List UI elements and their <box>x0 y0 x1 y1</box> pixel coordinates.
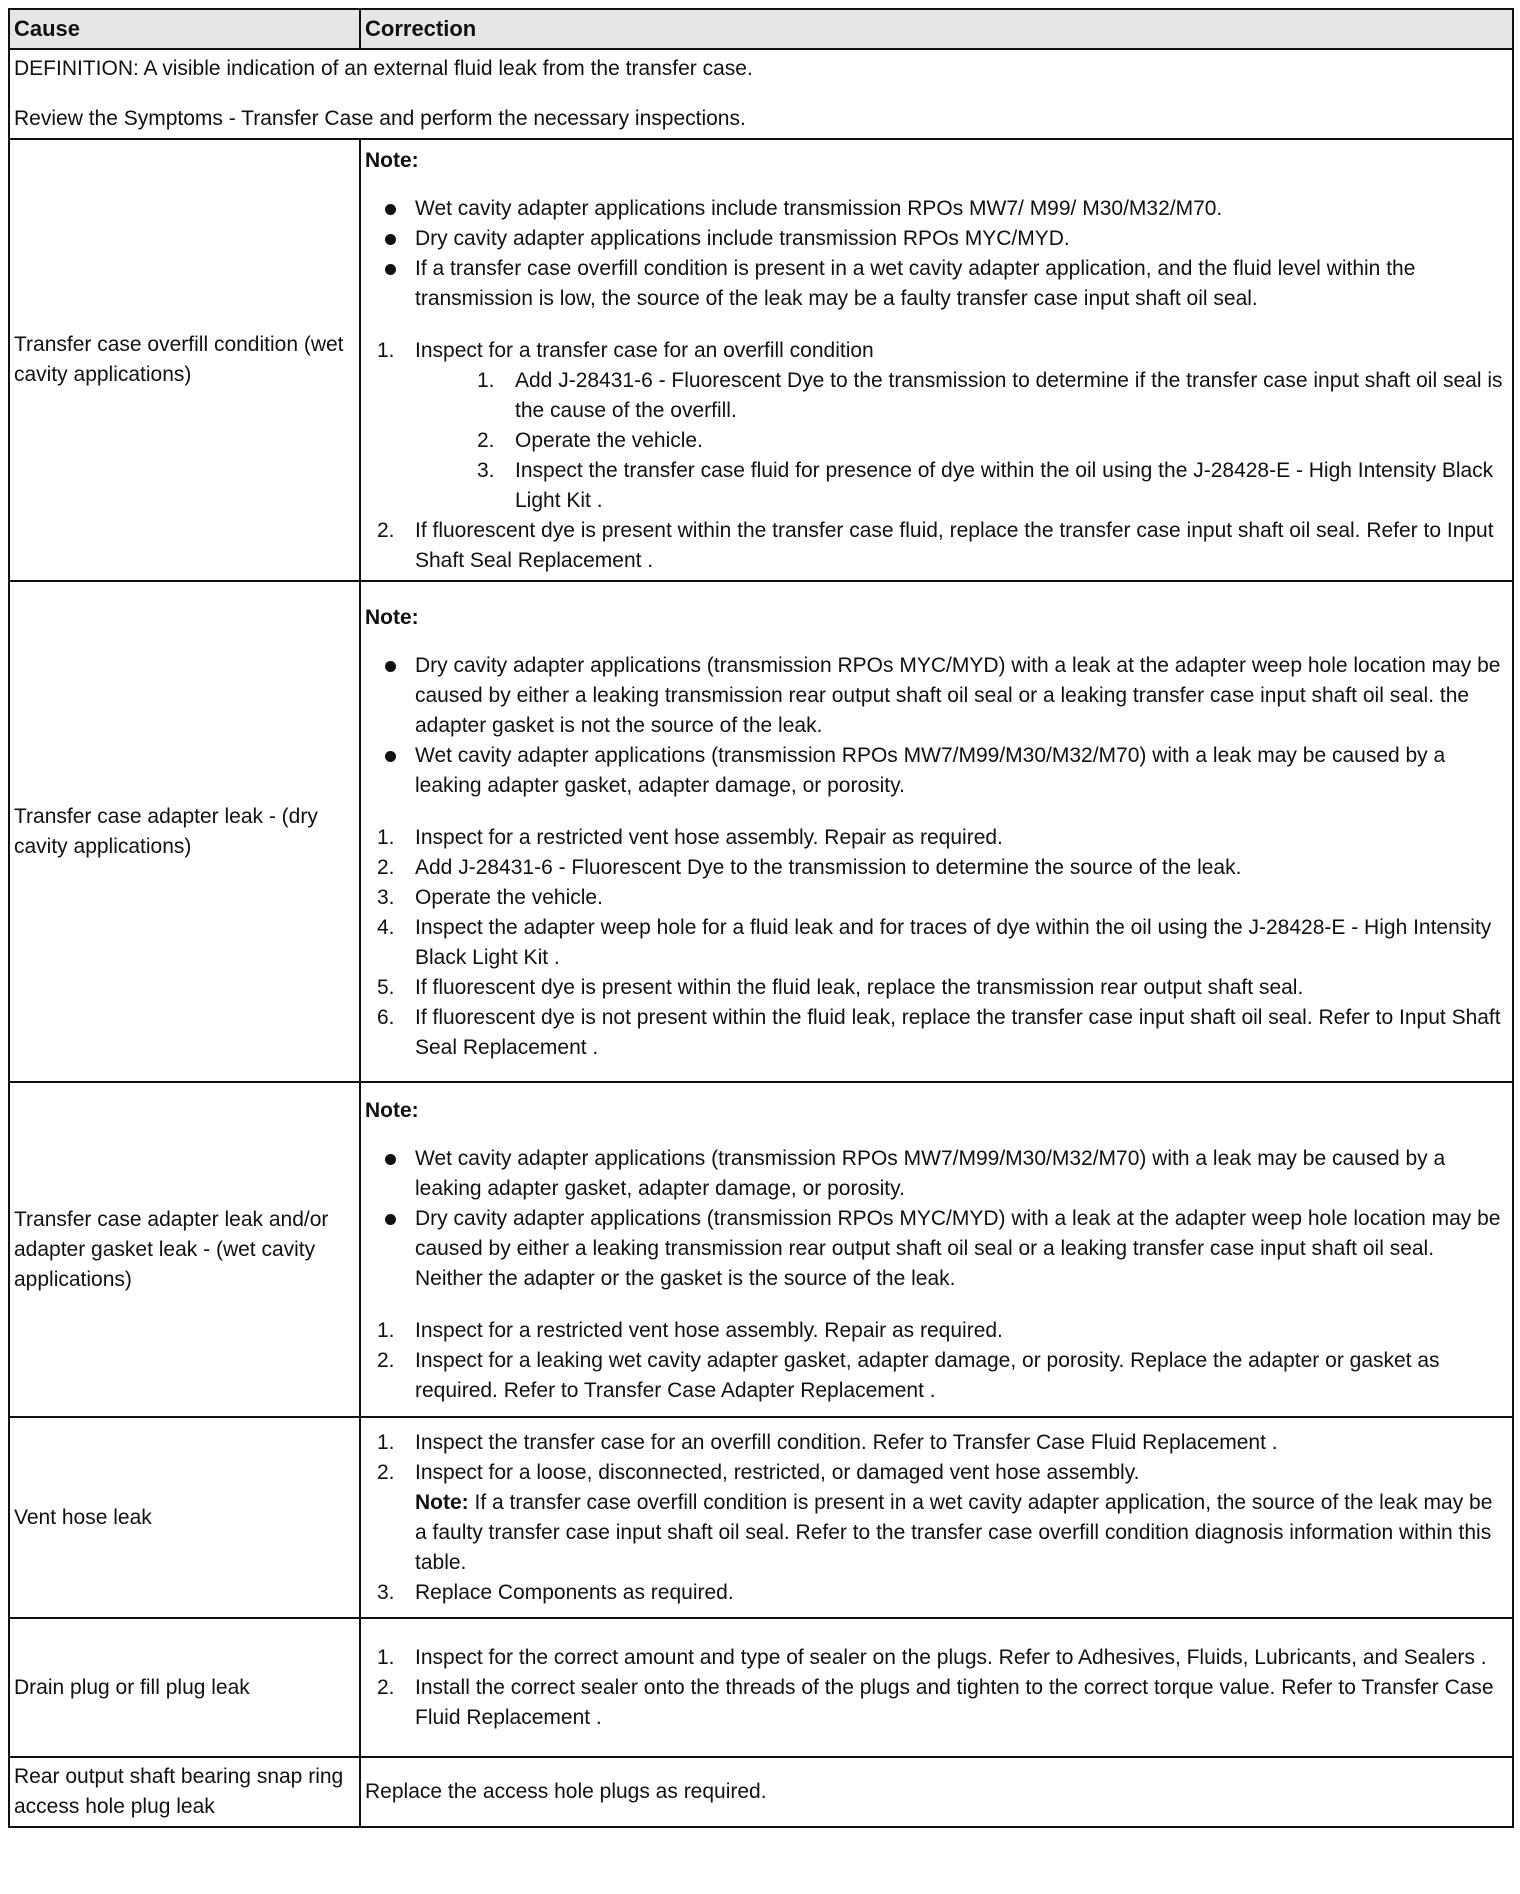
step-item <box>365 883 1506 913</box>
correction-cell <box>360 139 1513 581</box>
step-text: If fluorescent dye is present within the transfer case fluid, replace the transfer case input shaft oil seal. Refer to Input Shaft Seal Replacement . <box>415 519 1494 572</box>
cause-header: Cause <box>9 9 360 49</box>
note-bullet: Dry cavity adapter applications (transmission RPOs MYC/MYD) with a leak at the adapter weep hole location may be caused by either a leaking transmission rear output shaft oil seal or a leaking transfer case input shaft oil seal. the adapter gasket is not the source of the leak. <box>415 651 1506 741</box>
step-item <box>365 1346 1506 1406</box>
step-list <box>365 336 1506 576</box>
step-number: 5. <box>377 975 395 999</box>
note-bullet: Wet cavity adapter applications (transmission RPOs MW7/M99/M30/M32/M70) with a leak may be caused by a leaking adapter gasket, adapter damage, or porosity. <box>415 741 1506 801</box>
step-number: 2. <box>377 1675 395 1699</box>
step-list <box>365 823 1506 1063</box>
step-number: 3. <box>377 1580 395 1604</box>
step-text: Inspect for a leaking wet cavity adapter gasket, adapter damage, or porosity. Replace the adapter or gasket as required. Refer to Transfer Case Adapter Replacement . <box>415 1348 1440 1402</box>
step-item <box>365 1458 1506 1578</box>
step-item <box>365 1578 1506 1608</box>
step-number: 1. <box>377 825 395 849</box>
step-number: 1. <box>377 1645 395 1669</box>
note-title: Note: <box>365 1098 419 1122</box>
step-item <box>365 336 1506 516</box>
cause-cell: Vent hose leak <box>9 1417 360 1618</box>
table-row <box>9 1618 1513 1757</box>
inline-note-label: Note: <box>415 1490 469 1514</box>
correction-cell <box>360 1618 1513 1757</box>
step-item <box>365 1316 1506 1346</box>
definition-row <box>9 49 1513 139</box>
substep-list <box>415 366 1506 516</box>
step-item <box>365 973 1506 1003</box>
table-row <box>9 1757 1513 1827</box>
substep-text: Operate the vehicle. <box>515 429 703 452</box>
step-list <box>365 1428 1506 1608</box>
step-list <box>365 1316 1506 1406</box>
note-bullet: Wet cavity adapter applications (transmission RPOs MW7/M99/M30/M32/M70) with a leak may be caused by a leaking adapter gasket, adapter damage, or porosity. <box>415 1144 1506 1204</box>
note-bullet: Dry cavity adapter applications include transmission RPOs MYC/MYD. <box>415 224 1506 254</box>
note-bullet: Dry cavity adapter applications (transmission RPOs MYC/MYD) with a leak at the adapter weep hole location may be caused by either a leaking transmission rear output shaft oil seal or a leaking transfer case input shaft oil seal. Neither the adapter or the gasket is the source of the leak. <box>415 1204 1506 1294</box>
review-symptoms-text: Review the Symptoms - Transfer Case and perform the necessary inspections. <box>14 107 746 130</box>
step-item <box>365 823 1506 853</box>
note-bullet-list <box>365 1144 1506 1294</box>
step-number: 2. <box>377 1460 395 1484</box>
cause-cell: Transfer case adapter leak and/or adapter gasket leak - (wet cavity applications) <box>9 1082 360 1417</box>
step-text: If fluorescent dye is not present within the fluid leak, replace the transfer case input shaft oil seal. Refer to Input Shaft Seal Replacement . <box>415 1005 1501 1059</box>
cause-cell: Transfer case overfill condition (wet cavity applications) <box>9 139 360 581</box>
correction-header: Correction <box>360 9 1513 49</box>
step-item <box>365 1428 1506 1458</box>
step-list <box>365 1643 1506 1733</box>
step-number: 1. <box>377 1318 395 1342</box>
table-row <box>9 139 1513 581</box>
step-item <box>365 853 1506 883</box>
step-text: Inspect the transfer case for an overfill condition. Refer to Transfer Case Fluid Replacement . <box>415 1430 1278 1454</box>
note-title: Note: <box>365 149 419 172</box>
inline-note-text: If a transfer case overfill condition is present in a wet cavity adapter application, the source of the leak may be a faulty transfer case input shaft oil seal. Refer to the transfer case overfill condition diagnosis information within this table. <box>415 1490 1493 1574</box>
step-text: Inspect for a restricted vent hose assembly. Repair as required. <box>415 825 1003 849</box>
step-item <box>365 1673 1506 1733</box>
step-number: 3. <box>377 885 395 909</box>
step-text: Operate the vehicle. <box>415 885 603 909</box>
step-number: 6. <box>377 1005 395 1029</box>
diagnosis-table-container <box>8 8 1512 1828</box>
step-text: Add J-28431-6 - Fluorescent Dye to the transmission to determine the source of the leak. <box>415 855 1242 879</box>
note-bullet-list <box>365 194 1506 314</box>
substep-item <box>415 456 1506 516</box>
step-text: If fluorescent dye is present within the fluid leak, replace the transmission rear output shaft seal. <box>415 975 1304 999</box>
header-row <box>9 9 1513 49</box>
step-item <box>365 913 1506 973</box>
substep-text: Inspect the transfer case fluid for presence of dye within the oil using the J-28428-E - High Intensity Black Light Kit . <box>515 459 1494 512</box>
step-text: Inspect for the correct amount and type of sealer on the plugs. Refer to Adhesives, Fluids, Lubricants, and Sealers . <box>415 1645 1487 1669</box>
step-number: 2. <box>377 855 395 879</box>
note-bullet: If a transfer case overfill condition is present in a wet cavity adapter application, and the fluid level within the transmission is low, the source of the leak may be a faulty transfer case input shaft oil seal. <box>415 254 1506 314</box>
note-bullet-list <box>365 651 1506 801</box>
substep-item <box>415 366 1506 426</box>
step-text: Inspect for a transfer case for an overfill condition <box>415 339 874 362</box>
step-text: Inspect for a restricted vent hose assembly. Repair as required. <box>415 1318 1003 1342</box>
step-text: Install the correct sealer onto the threads of the plugs and tighten to the correct torque value. Refer to Transfer Case Fluid Replacement . <box>415 1675 1494 1729</box>
correction-cell: Replace the access hole plugs as required. <box>360 1757 1513 1827</box>
step-number: 2. <box>377 1348 395 1372</box>
step-number: 1. <box>377 1430 395 1454</box>
cause-cell: Drain plug or fill plug leak <box>9 1618 360 1757</box>
step-text: Replace Components as required. <box>415 1580 734 1604</box>
substep-number: 2. <box>477 429 495 452</box>
table-row <box>9 1417 1513 1618</box>
note-title: Note: <box>365 605 419 629</box>
correction-cell <box>360 1417 1513 1618</box>
correction-cell <box>360 1082 1513 1417</box>
definition-text: DEFINITION: A visible indication of an external fluid leak from the transfer case. <box>14 57 753 80</box>
table-row <box>9 1082 1513 1417</box>
definition-cell <box>9 49 1513 139</box>
substep-item <box>415 426 1506 456</box>
step-text: Inspect the adapter weep hole for a fluid leak and for traces of dye within the oil using the J-28428-E - High Intensity Black Light Kit . <box>415 915 1492 969</box>
table-row <box>9 581 1513 1082</box>
step-item <box>365 1643 1506 1673</box>
cause-cell: Rear output shaft bearing snap ring access hole plug leak <box>9 1757 360 1827</box>
step-item <box>365 1003 1506 1063</box>
substep-text: Add J-28431-6 - Fluorescent Dye to the transmission to determine if the transfer case input shaft oil seal is the cause of the overfill. <box>515 369 1503 422</box>
diagnosis-table <box>8 8 1514 1828</box>
step-number: 1. <box>377 339 395 362</box>
step-item <box>365 516 1506 576</box>
cause-cell: Transfer case adapter leak - (dry cavity applications) <box>9 581 360 1082</box>
step-number: 2. <box>377 519 395 542</box>
substep-number: 3. <box>477 459 495 482</box>
step-text: Inspect for a loose, disconnected, restricted, or damaged vent hose assembly. <box>415 1460 1140 1484</box>
note-bullet: Wet cavity adapter applications include transmission RPOs MW7/ M99/ M30/M32/M70. <box>415 194 1506 224</box>
correction-cell <box>360 581 1513 1082</box>
step-number: 4. <box>377 915 395 939</box>
substep-number: 1. <box>477 369 495 392</box>
